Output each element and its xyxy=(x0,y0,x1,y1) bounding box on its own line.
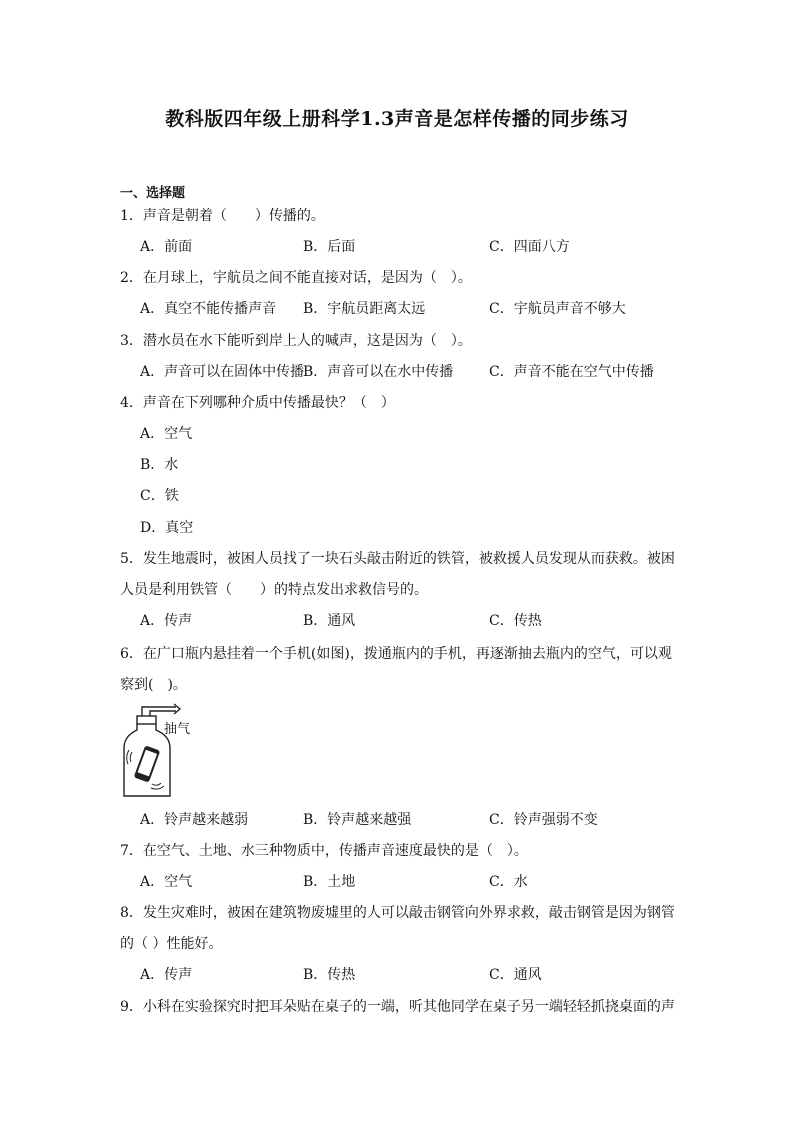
option-c: C．四面八方 xyxy=(489,239,570,255)
arrow-icon xyxy=(174,704,180,714)
option-b: B．通风 xyxy=(303,613,356,629)
question-8-cont: 的（ ）性能好。 xyxy=(120,936,223,952)
option-b: B．后面 xyxy=(303,239,356,255)
question-8-options xyxy=(140,966,700,984)
question-2: 2．在月球上，宇航员之间不能直接对话，是因为（ ）。 xyxy=(120,270,472,286)
option-d: D．真空 xyxy=(140,520,194,536)
option-b: B．铃声越来越强 xyxy=(303,812,412,828)
option-b: B．水 xyxy=(140,457,179,473)
option-b: B．声音可以在水中传播 xyxy=(303,364,454,380)
option-c: C．宇航员声音不够大 xyxy=(489,301,626,317)
option-c: C．铃声强弱不变 xyxy=(489,812,598,828)
option-a: A．铃声越来越弱 xyxy=(140,812,249,828)
question-5-options xyxy=(140,612,700,630)
option-b: B．宇航员距离太远 xyxy=(303,301,426,317)
option-a: A．真空不能传播声音 xyxy=(140,301,277,317)
question-3-options xyxy=(140,363,700,381)
bell-jar-diagram xyxy=(120,700,200,800)
page-title: 教科版四年级上册科学1.3声音是怎样传播的同步练习 xyxy=(165,108,629,130)
question-5-cont: 人员是利用铁管（ ）的特点发出求救信号的。 xyxy=(120,582,428,598)
question-8: 8．发生灾难时，被困在建筑物废墟里的人可以敲击钢管向外界求救，敲击钢管是因为钢管 xyxy=(120,905,675,921)
option-c: C．传热 xyxy=(489,613,542,629)
option-b: B．传热 xyxy=(303,967,356,983)
question-9: 9．小科在实验探究时把耳朵贴在桌子的一端，听其他同学在桌子另一端轻轻抓挠桌面的声 xyxy=(120,999,675,1015)
figure-label: 抽气 xyxy=(164,722,191,737)
question-1: 1．声音是朝着（ ）传播的。 xyxy=(120,208,325,224)
question-3: 3．潜水员在水下能听到岸上人的喊声，这是因为（ ）。 xyxy=(120,333,472,349)
option-c: C．声音不能在空气中传播 xyxy=(489,364,654,380)
phone-icon xyxy=(134,745,161,782)
option-c: C．水 xyxy=(489,874,528,890)
question-7-options xyxy=(140,873,700,891)
option-a: A．传声 xyxy=(140,613,193,629)
question-4: 4．声音在下列哪种介质中传播最快？（ ） xyxy=(120,395,395,411)
option-a: A．传声 xyxy=(140,967,193,983)
option-a: A．空气 xyxy=(140,874,193,890)
question-2-options xyxy=(140,300,700,318)
option-c: C．铁 xyxy=(140,488,179,504)
option-b: B．土地 xyxy=(303,874,356,890)
question-7: 7．在空气、土地、水三种物质中，传播声音速度最快的是（ ）。 xyxy=(120,843,528,859)
option-c: C．通风 xyxy=(489,967,542,983)
option-a: A．声音可以在固体中传播 xyxy=(140,364,305,380)
option-a: A．前面 xyxy=(140,239,193,255)
section-heading: 一、选择题 xyxy=(120,186,186,201)
question-1-options xyxy=(140,238,700,256)
question-6: 6．在广口瓶内悬挂着一个手机(如图)，拨通瓶内的手机，再逐渐抽去瓶内的空气，可以观 xyxy=(120,646,672,662)
bottle-phone-figure xyxy=(120,700,200,800)
option-a: A．空气 xyxy=(140,426,193,442)
question-5: 5．发生地震时，被困人员找了一块石头敲击附近的铁管，被救援人员发现从而获救。被困 xyxy=(120,551,675,567)
question-6-options xyxy=(140,811,700,829)
question-6-cont: 察到( )。 xyxy=(120,677,187,693)
